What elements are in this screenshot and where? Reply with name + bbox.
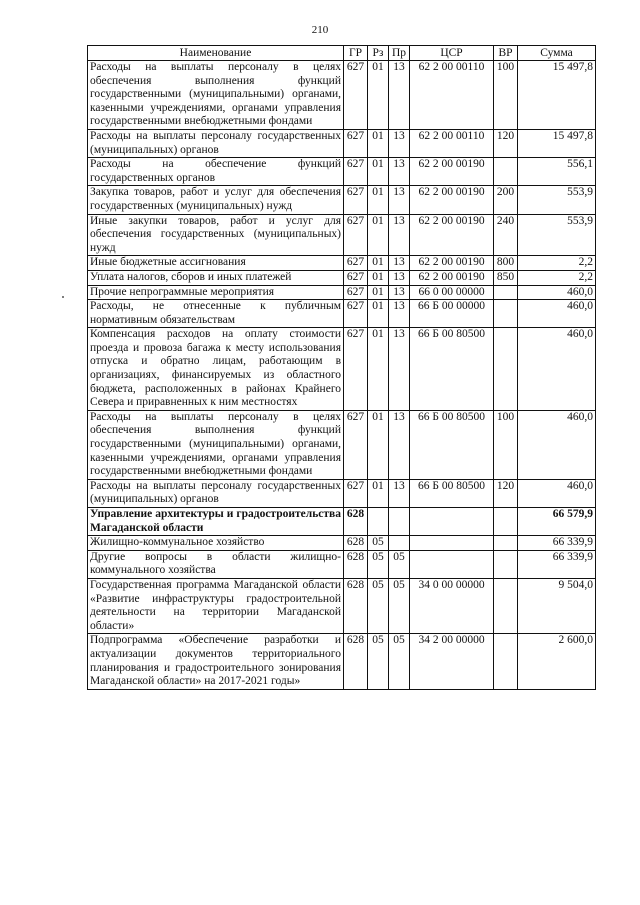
cell-gr: 627 xyxy=(344,300,368,328)
table-row xyxy=(88,410,596,479)
cell-vr xyxy=(494,578,518,633)
table-row xyxy=(88,129,596,157)
cell-gr: 627 xyxy=(344,158,368,186)
cell-name: Расходы на выплаты персоналу в целях обеспечения выполнения функций государственными (муниципальными) органами, казенными учреждениями, органами управления государственными внебюджетными фондами xyxy=(88,61,344,130)
cell-csr xyxy=(410,536,494,551)
cell-vr xyxy=(494,634,518,689)
cell-rz: 01 xyxy=(368,328,389,411)
cell-pr: 13 xyxy=(389,285,410,300)
cell-rz: 01 xyxy=(368,479,389,507)
cell-sum: 460,0 xyxy=(518,479,596,507)
cell-csr: 34 0 00 00000 xyxy=(410,578,494,633)
cell-gr: 628 xyxy=(344,508,368,536)
cell-sum: 66 579,9 xyxy=(518,508,596,536)
cell-vr: 120 xyxy=(494,479,518,507)
header-rz: Рз xyxy=(368,46,389,61)
cell-rz: 01 xyxy=(368,300,389,328)
header-sum: Сумма xyxy=(518,46,596,61)
cell-vr: 200 xyxy=(494,186,518,214)
cell-pr: 13 xyxy=(389,214,410,256)
cell-csr: 66 Б 00 80500 xyxy=(410,479,494,507)
cell-gr: 628 xyxy=(344,550,368,578)
cell-csr: 66 0 00 00000 xyxy=(410,285,494,300)
cell-vr xyxy=(494,508,518,536)
cell-name: Государственная программа Магаданской области «Развитие инфраструктуры градостроительной деятельности на территории Магаданской области» xyxy=(88,578,344,633)
table-row xyxy=(88,256,596,271)
cell-sum: 460,0 xyxy=(518,285,596,300)
cell-rz: 01 xyxy=(368,256,389,271)
table-row xyxy=(88,158,596,186)
cell-pr: 13 xyxy=(389,270,410,285)
cell-pr: 05 xyxy=(389,634,410,689)
cell-csr xyxy=(410,508,494,536)
cell-vr: 800 xyxy=(494,256,518,271)
cell-vr xyxy=(494,158,518,186)
cell-name: Компенсация расходов на оплату стоимости проезда и провоза багажа к месту использования отпуска и обратно лицам, работающим в организациях, финансируемых из областного бюджета, расположенных в районах Крайнего Севера и приравненных к ним местностях xyxy=(88,328,344,411)
table-row xyxy=(88,214,596,256)
cell-pr: 13 xyxy=(389,479,410,507)
page-number: 210 xyxy=(311,24,329,36)
cell-rz: 01 xyxy=(368,158,389,186)
cell-vr: 850 xyxy=(494,270,518,285)
cell-gr: 628 xyxy=(344,634,368,689)
cell-name: Другие вопросы в области жилищно-коммунального хозяйства xyxy=(88,550,344,578)
cell-csr: 62 2 00 00190 xyxy=(410,186,494,214)
cell-vr: 100 xyxy=(494,410,518,479)
cell-name: Иные бюджетные ассигнования xyxy=(88,256,344,271)
cell-vr: 120 xyxy=(494,129,518,157)
cell-name: Прочие непрограммные мероприятия xyxy=(88,285,344,300)
cell-sum: 553,9 xyxy=(518,186,596,214)
cell-vr xyxy=(494,300,518,328)
cell-gr: 627 xyxy=(344,61,368,130)
cell-pr: 05 xyxy=(389,550,410,578)
cell-name: Иные закупки товаров, работ и услуг для обеспечения государственных (муниципальных) нужд xyxy=(88,214,344,256)
cell-name: Уплата налогов, сборов и иных платежей xyxy=(88,270,344,285)
cell-sum: 15 497,8 xyxy=(518,129,596,157)
table-row xyxy=(88,270,596,285)
cell-name: Подпрограмма «Обеспечение разработки и актуализации документов территориального планирования и градостроительного зонирования Магаданской области» на 2017-2021 годы» xyxy=(88,634,344,689)
cell-vr xyxy=(494,550,518,578)
table-row xyxy=(88,578,596,633)
cell-pr xyxy=(389,536,410,551)
cell-csr: 62 2 00 00110 xyxy=(410,61,494,130)
cell-csr: 62 2 00 00190 xyxy=(410,158,494,186)
cell-pr xyxy=(389,508,410,536)
cell-pr: 13 xyxy=(389,300,410,328)
cell-pr: 13 xyxy=(389,186,410,214)
cell-name: Расходы на выплаты персоналу в целях обеспечения выполнения функций государственными (муниципальными) органами, казенными учреждениями, органами управления государственными внебюджетными фондами xyxy=(88,410,344,479)
cell-gr: 627 xyxy=(344,186,368,214)
cell-rz: 05 xyxy=(368,578,389,633)
cell-sum: 66 339,9 xyxy=(518,550,596,578)
cell-csr: 62 2 00 00110 xyxy=(410,129,494,157)
cell-rz xyxy=(368,508,389,536)
cell-csr: 34 2 00 00000 xyxy=(410,634,494,689)
table-row xyxy=(88,634,596,689)
cell-rz: 01 xyxy=(368,270,389,285)
cell-sum: 553,9 xyxy=(518,214,596,256)
cell-csr: 62 2 00 00190 xyxy=(410,214,494,256)
cell-sum: 460,0 xyxy=(518,410,596,479)
table-row xyxy=(88,300,596,328)
header-gr: ГР xyxy=(344,46,368,61)
cell-sum: 66 339,9 xyxy=(518,536,596,551)
cell-vr xyxy=(494,285,518,300)
cell-gr: 627 xyxy=(344,129,368,157)
cell-pr: 05 xyxy=(389,578,410,633)
table-body xyxy=(88,61,596,690)
table-row xyxy=(88,285,596,300)
cell-rz: 01 xyxy=(368,410,389,479)
cell-gr: 628 xyxy=(344,536,368,551)
cell-pr: 13 xyxy=(389,158,410,186)
cell-name: Расходы, не отнесенные к публичным нормативным обязательствам xyxy=(88,300,344,328)
cell-gr: 627 xyxy=(344,328,368,411)
cell-gr: 627 xyxy=(344,256,368,271)
cell-gr: 627 xyxy=(344,214,368,256)
table-row xyxy=(88,550,596,578)
cell-csr xyxy=(410,550,494,578)
cell-name: Расходы на обеспечение функций государственных органов xyxy=(88,158,344,186)
cell-sum: 556,1 xyxy=(518,158,596,186)
cell-rz: 01 xyxy=(368,129,389,157)
cell-csr: 66 Б 00 80500 xyxy=(410,410,494,479)
cell-vr: 100 xyxy=(494,61,518,130)
cell-csr: 62 2 00 00190 xyxy=(410,270,494,285)
cell-pr: 13 xyxy=(389,256,410,271)
cell-gr: 628 xyxy=(344,578,368,633)
table-row xyxy=(88,186,596,214)
table-row xyxy=(88,479,596,507)
budget-table xyxy=(87,45,596,690)
table-row xyxy=(88,536,596,551)
cell-gr: 627 xyxy=(344,479,368,507)
cell-vr xyxy=(494,328,518,411)
cell-csr: 66 Б 00 00000 xyxy=(410,300,494,328)
cell-gr: 627 xyxy=(344,270,368,285)
cell-rz: 05 xyxy=(368,550,389,578)
cell-pr: 13 xyxy=(389,328,410,411)
cell-rz: 05 xyxy=(368,536,389,551)
cell-rz: 01 xyxy=(368,285,389,300)
cell-name: Управление архитектуры и градостроительства Магаданской области xyxy=(88,508,344,536)
cell-vr xyxy=(494,536,518,551)
cell-rz: 01 xyxy=(368,61,389,130)
cell-name: Закупка товаров, работ и услуг для обеспечения государственных (муниципальных) нужд xyxy=(88,186,344,214)
header-csr: ЦСР xyxy=(410,46,494,61)
cell-gr: 627 xyxy=(344,410,368,479)
cell-rz: 01 xyxy=(368,186,389,214)
table-row xyxy=(88,61,596,130)
cell-sum: 2,2 xyxy=(518,256,596,271)
header-name: Наименование xyxy=(88,46,344,61)
cell-name: Расходы на выплаты персоналу государственных (муниципальных) органов xyxy=(88,129,344,157)
cell-sum: 15 497,8 xyxy=(518,61,596,130)
cell-pr: 13 xyxy=(389,129,410,157)
cell-sum: 460,0 xyxy=(518,328,596,411)
cell-sum: 460,0 xyxy=(518,300,596,328)
table-header-row xyxy=(88,46,596,61)
cell-sum: 2,2 xyxy=(518,270,596,285)
cell-rz: 01 xyxy=(368,214,389,256)
cell-sum: 9 504,0 xyxy=(518,578,596,633)
header-vr: ВР xyxy=(494,46,518,61)
scan-speck xyxy=(62,296,64,298)
cell-sum: 2 600,0 xyxy=(518,634,596,689)
cell-pr: 13 xyxy=(389,61,410,130)
cell-name: Расходы на выплаты персоналу государственных (муниципальных) органов xyxy=(88,479,344,507)
cell-gr: 627 xyxy=(344,285,368,300)
cell-pr: 13 xyxy=(389,410,410,479)
table-row xyxy=(88,328,596,411)
cell-rz: 05 xyxy=(368,634,389,689)
cell-name: Жилищно-коммунальное хозяйство xyxy=(88,536,344,551)
cell-csr: 62 2 00 00190 xyxy=(410,256,494,271)
table-row xyxy=(88,508,596,536)
header-pr: Пр xyxy=(389,46,410,61)
cell-csr: 66 Б 00 80500 xyxy=(410,328,494,411)
cell-vr: 240 xyxy=(494,214,518,256)
